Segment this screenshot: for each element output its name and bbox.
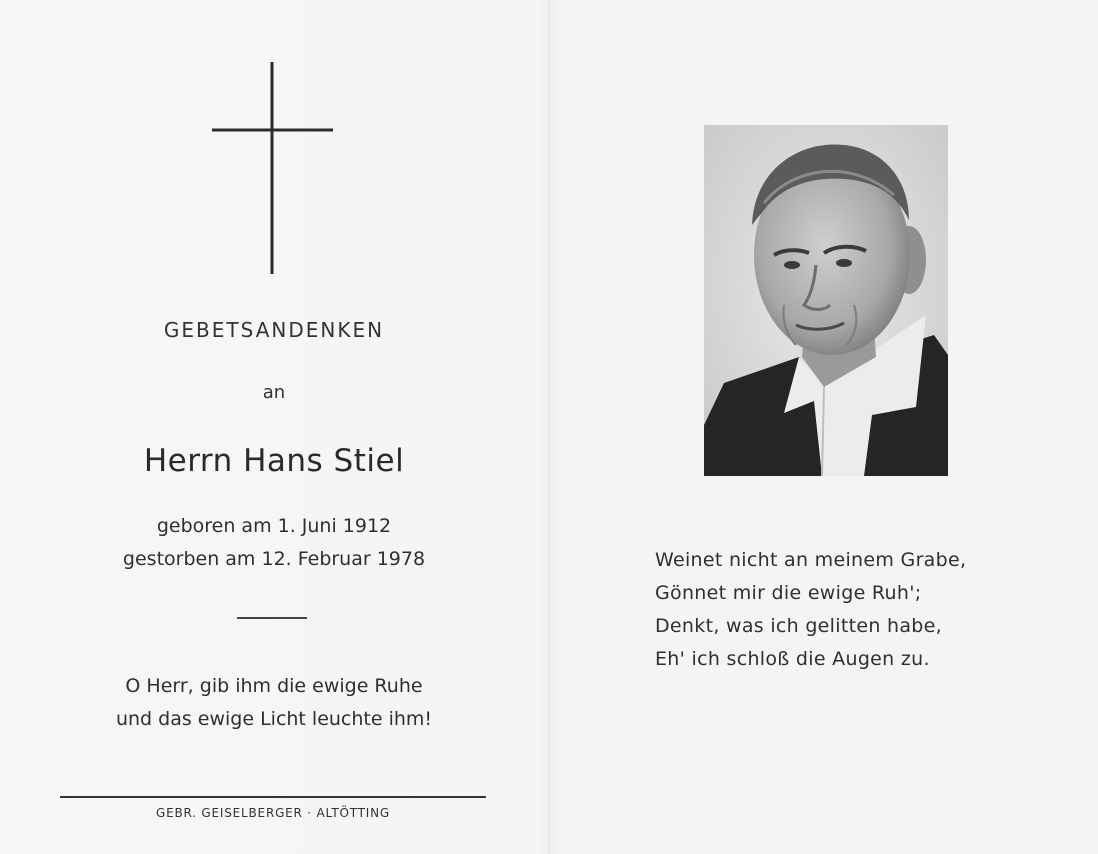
- poem-line: Eh' ich schloß die Augen zu.: [655, 648, 930, 670]
- prayer-line: und das ewige Licht leuchte ihm!: [115, 708, 433, 730]
- portrait-photo: [704, 125, 948, 476]
- portrait-illustration: [704, 125, 948, 476]
- divider-rule: [237, 617, 307, 619]
- prayer-text: [0, 670, 548, 736]
- printer-imprint: GEBR. GEISELBERGER · ALTÖTTING: [155, 806, 391, 820]
- printer-rule: [60, 796, 486, 798]
- prayer-line: O Herr, gib ihm die ewige Ruhe: [125, 675, 423, 697]
- card-fold: [549, 0, 550, 854]
- death-date-line: gestorben am 12. Februar 1978: [122, 548, 426, 570]
- birth-date-line: geboren am 1. Juni 1912: [156, 515, 392, 537]
- deceased-name: Herrn Hans Stiel: [143, 443, 405, 479]
- life-dates: [0, 510, 548, 576]
- card-heading: GEBETSANDENKEN: [163, 318, 385, 342]
- poem-line: Denkt, was ich gelitten habe,: [655, 615, 942, 637]
- poem-line: Gönnet mir die ewige Ruh';: [655, 582, 922, 604]
- poem-line: Weinet nicht an meinem Grabe,: [655, 549, 967, 571]
- poem-verse: [655, 544, 966, 676]
- dedication-word: an: [262, 382, 286, 403]
